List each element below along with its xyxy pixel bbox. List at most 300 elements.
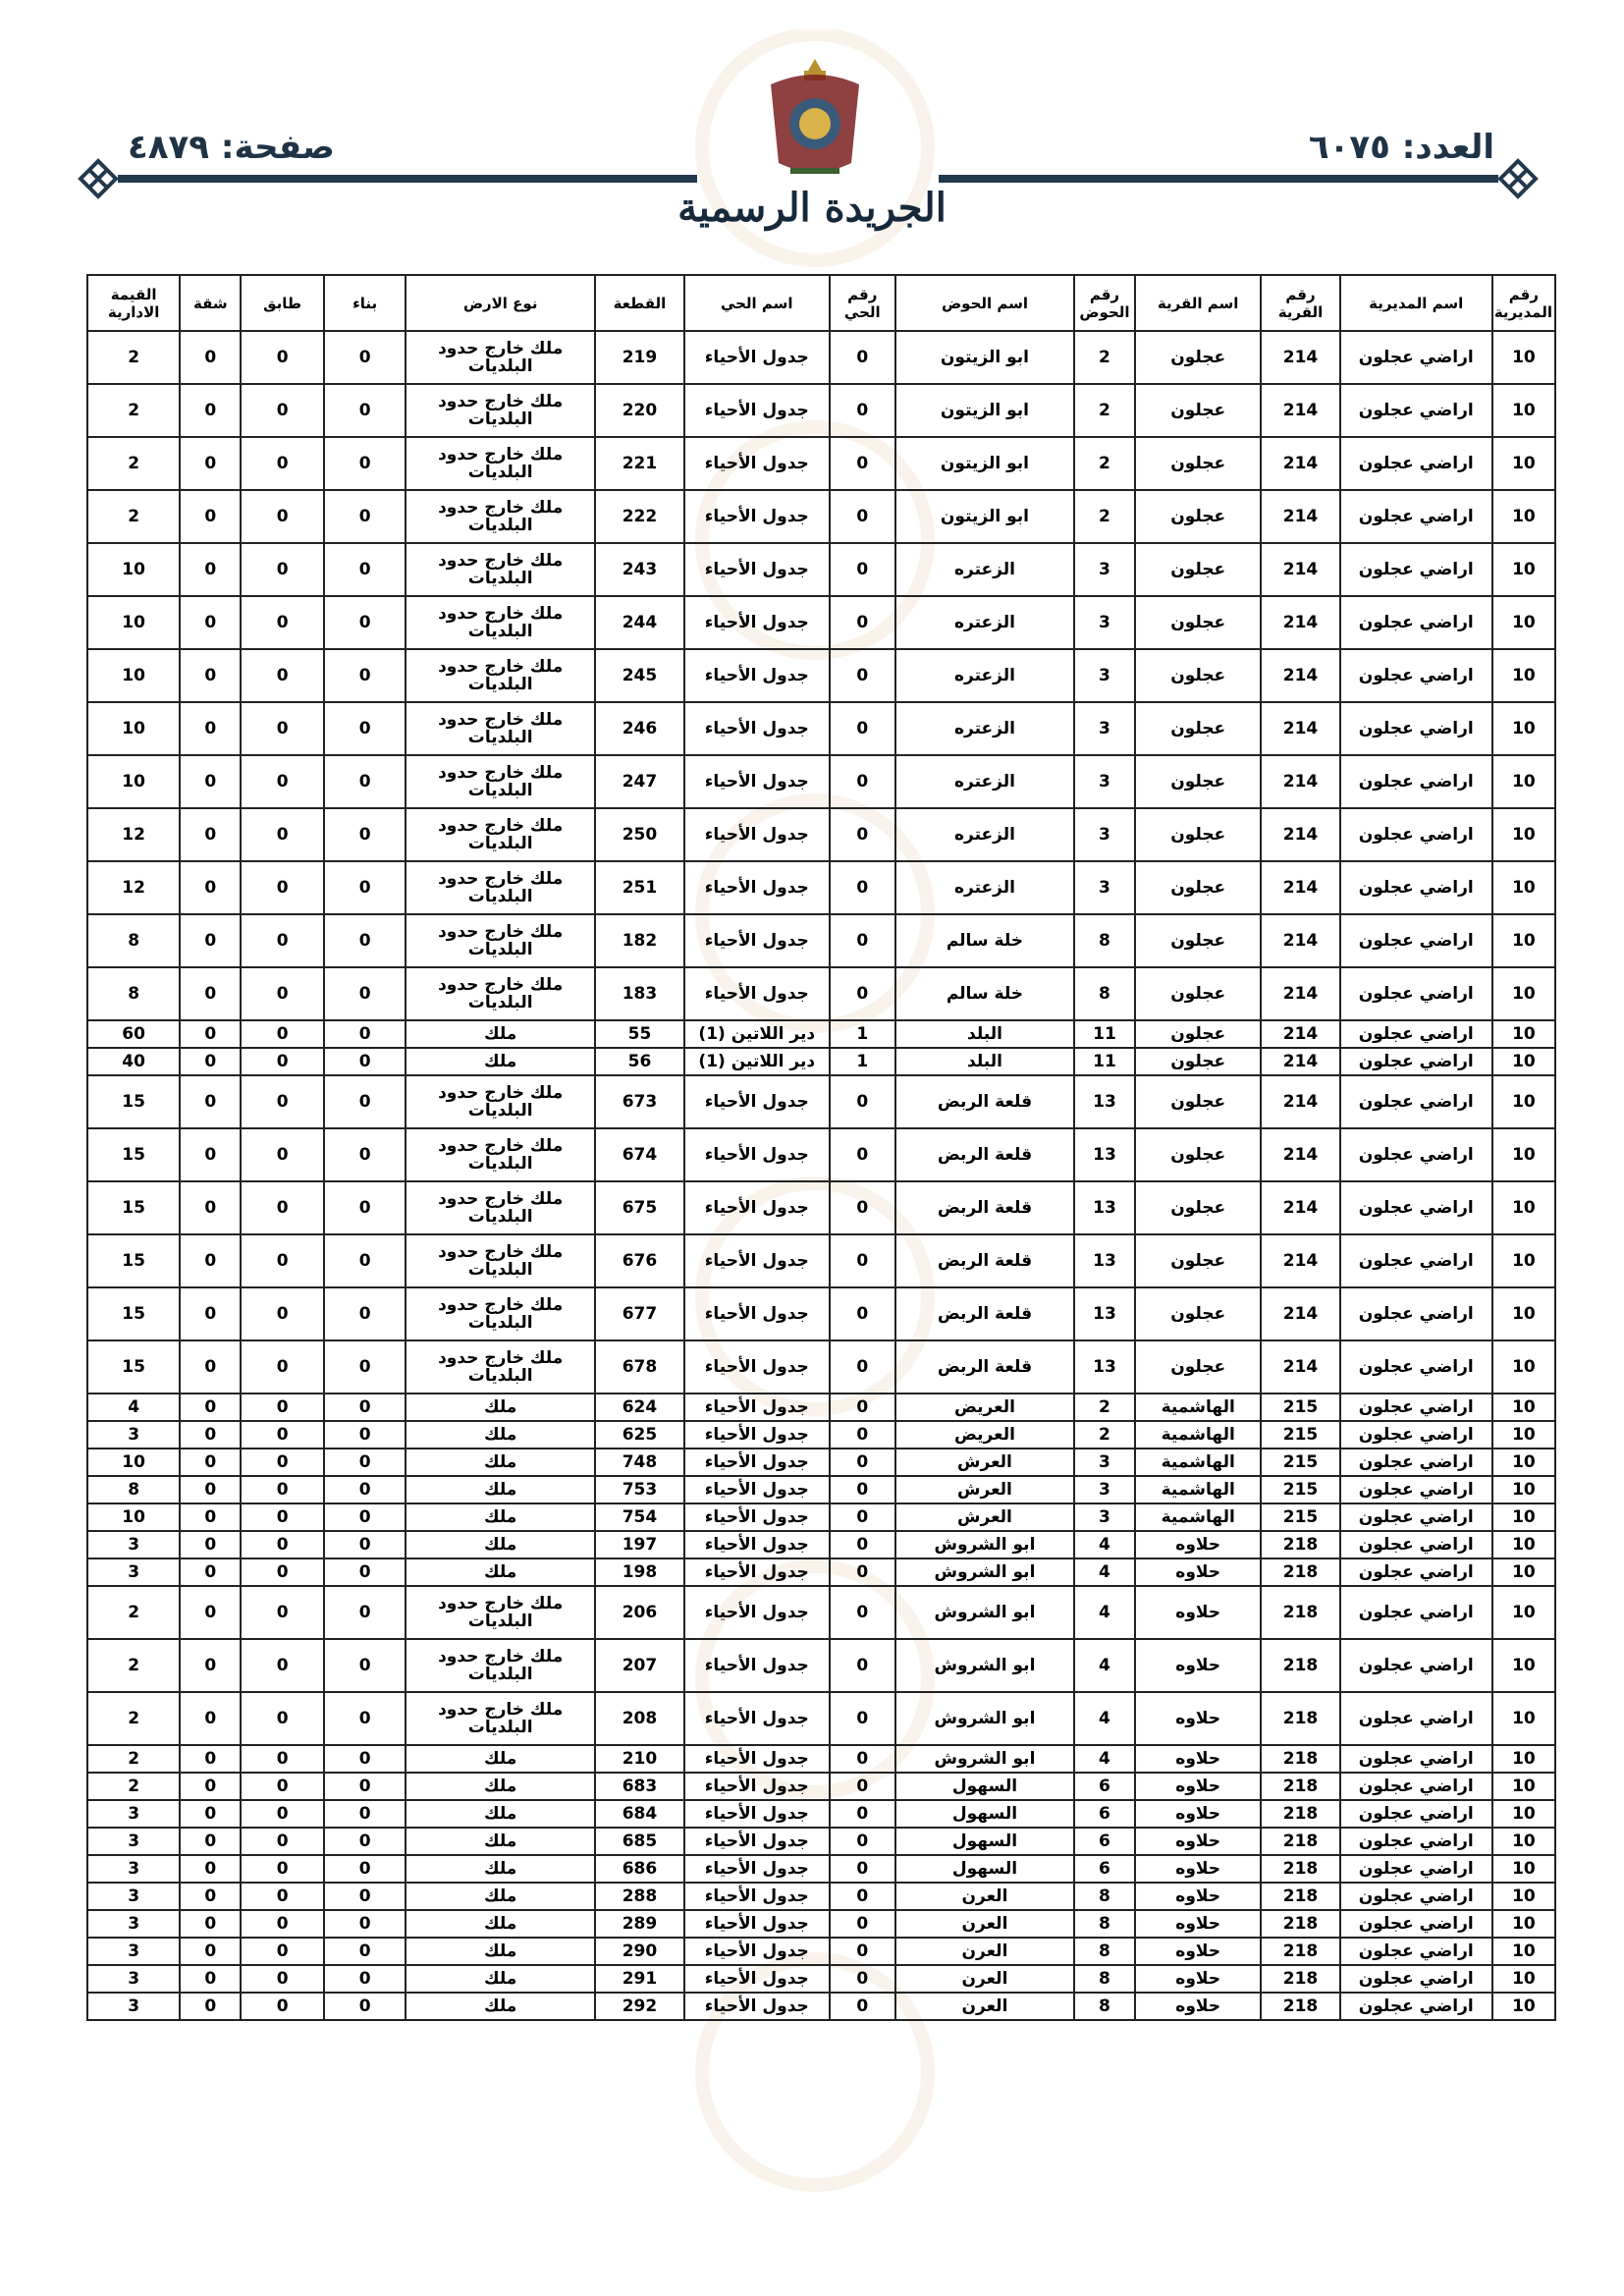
village-name-cell: حلاوه <box>1135 1855 1261 1883</box>
floor-cell: 0 <box>241 1828 324 1855</box>
district-name-cell: جدول الأحياء <box>684 1394 830 1421</box>
village-name-cell: حلاوه <box>1135 1938 1261 1965</box>
building-cell: 0 <box>324 1421 406 1449</box>
apartment-cell: 0 <box>180 1639 241 1692</box>
district-name-cell: جدول الأحياء <box>684 1910 830 1938</box>
directorate-number-cell: 10 <box>1492 384 1555 437</box>
directorate-name-cell: اراضي عجلون <box>1340 1340 1492 1394</box>
basin-name-cell: ابو الشروش <box>895 1586 1074 1639</box>
apartment-cell: 0 <box>180 1993 241 2020</box>
directorate-name-cell: اراضي عجلون <box>1340 1449 1492 1476</box>
parcel-number-cell: 625 <box>595 1421 684 1449</box>
administrative-value-cell: 10 <box>87 543 180 596</box>
basin-name-cell: قلعة الربض <box>895 1287 1074 1340</box>
village-name-cell: عجلون <box>1135 1234 1261 1287</box>
directorate-number-cell: 10 <box>1492 490 1555 543</box>
district-name-cell: جدول الأحياء <box>684 808 830 861</box>
district-name-cell: جدول الأحياء <box>684 1531 830 1558</box>
district-name-cell: جدول الأحياء <box>684 1476 830 1503</box>
floor-cell: 0 <box>241 1800 324 1828</box>
directorate-name-cell: اراضي عجلون <box>1340 967 1492 1020</box>
directorate-number-cell: 10 <box>1492 596 1555 649</box>
administrative-value-cell: 3 <box>87 1965 180 1993</box>
header-rule-left <box>118 175 697 183</box>
administrative-value-cell: 15 <box>87 1128 180 1181</box>
basin-name-cell: خلة سالم <box>895 914 1074 967</box>
village-number-cell: 218 <box>1261 1692 1339 1745</box>
directorate-name-cell: اراضي عجلون <box>1340 1883 1492 1910</box>
directorate-number-cell: 10 <box>1492 1048 1555 1075</box>
village-name-cell: عجلون <box>1135 1075 1261 1128</box>
village-name-cell: عجلون <box>1135 967 1261 1020</box>
directorate-number-cell: 10 <box>1492 1503 1555 1531</box>
directorate-number-cell: 10 <box>1492 1531 1555 1558</box>
basin-name-cell: الزعتره <box>895 649 1074 702</box>
basin-name-cell: السهول <box>895 1855 1074 1883</box>
directorate-number-cell: 10 <box>1492 1020 1555 1048</box>
administrative-value-cell: 2 <box>87 1639 180 1692</box>
village-name-cell: حلاوه <box>1135 1745 1261 1773</box>
basin-number-cell: 4 <box>1074 1531 1135 1558</box>
column-header: القطعة <box>595 275 684 331</box>
table-row <box>87 1449 1555 1476</box>
apartment-cell: 0 <box>180 1745 241 1773</box>
table-row <box>87 755 1555 808</box>
apartment-cell: 0 <box>180 1965 241 1993</box>
column-header: اسم المديرية <box>1340 275 1492 331</box>
directorate-name-cell: اراضي عجلون <box>1340 490 1492 543</box>
district-number-cell: 0 <box>830 1075 895 1128</box>
administrative-value-cell: 2 <box>87 1773 180 1800</box>
directorate-number-cell: 10 <box>1492 437 1555 490</box>
apartment-cell: 0 <box>180 755 241 808</box>
basin-name-cell: البلد <box>895 1048 1074 1075</box>
administrative-value-cell: 10 <box>87 702 180 755</box>
directorate-number-cell: 10 <box>1492 1287 1555 1340</box>
table-row <box>87 1531 1555 1558</box>
building-cell: 0 <box>324 1503 406 1531</box>
directorate-name-cell: اراضي عجلون <box>1340 1745 1492 1773</box>
parcel-number-cell: 210 <box>595 1745 684 1773</box>
district-number-cell: 0 <box>830 543 895 596</box>
administrative-value-cell: 8 <box>87 1476 180 1503</box>
district-name-cell: دير اللاتين (1) <box>684 1048 830 1075</box>
parcel-number-cell: 197 <box>595 1531 684 1558</box>
village-name-cell: عجلون <box>1135 1128 1261 1181</box>
district-number-cell: 0 <box>830 1394 895 1421</box>
village-number-cell: 218 <box>1261 1745 1339 1773</box>
directorate-number-cell: 10 <box>1492 1828 1555 1855</box>
district-name-cell: جدول الأحياء <box>684 1449 830 1476</box>
basin-name-cell: قلعة الربض <box>895 1340 1074 1394</box>
land-type-cell: ملك خارج حدود البلديات <box>406 1234 595 1287</box>
table-row <box>87 1234 1555 1287</box>
village-number-cell: 218 <box>1261 1639 1339 1692</box>
table-row <box>87 1128 1555 1181</box>
district-number-cell: 0 <box>830 1773 895 1800</box>
parcel-number-cell: 208 <box>595 1692 684 1745</box>
parcel-number-cell: 206 <box>595 1586 684 1639</box>
district-name-cell: جدول الأحياء <box>684 1745 830 1773</box>
basin-name-cell: العريض <box>895 1421 1074 1449</box>
land-type-cell: ملك خارج حدود البلديات <box>406 1692 595 1745</box>
apartment-cell: 0 <box>180 596 241 649</box>
building-cell: 0 <box>324 1692 406 1745</box>
district-number-cell: 0 <box>830 1287 895 1340</box>
district-name-cell: جدول الأحياء <box>684 543 830 596</box>
village-number-cell: 215 <box>1261 1394 1339 1421</box>
village-name-cell: حلاوه <box>1135 1558 1261 1586</box>
directorate-name-cell: اراضي عجلون <box>1340 1773 1492 1800</box>
land-type-cell: ملك <box>406 1449 595 1476</box>
apartment-cell: 0 <box>180 649 241 702</box>
village-number-cell: 218 <box>1261 1993 1339 2020</box>
building-cell: 0 <box>324 596 406 649</box>
building-cell: 0 <box>324 755 406 808</box>
floor-cell: 0 <box>241 437 324 490</box>
directorate-name-cell: اراضي عجلون <box>1340 1639 1492 1692</box>
basin-number-cell: 4 <box>1074 1692 1135 1745</box>
district-name-cell: جدول الأحياء <box>684 1639 830 1692</box>
table-row <box>87 1965 1555 1993</box>
district-name-cell: جدول الأحياء <box>684 1558 830 1586</box>
parcel-number-cell: 678 <box>595 1340 684 1394</box>
basin-number-cell: 2 <box>1074 384 1135 437</box>
parcel-number-cell: 674 <box>595 1128 684 1181</box>
village-number-cell: 214 <box>1261 967 1339 1020</box>
land-type-cell: ملك <box>406 1883 595 1910</box>
building-cell: 0 <box>324 1234 406 1287</box>
land-type-cell: ملك <box>406 1503 595 1531</box>
table-row <box>87 331 1555 384</box>
directorate-name-cell: اراضي عجلون <box>1340 1128 1492 1181</box>
apartment-cell: 0 <box>180 1421 241 1449</box>
floor-cell: 0 <box>241 1048 324 1075</box>
floor-cell: 0 <box>241 1855 324 1883</box>
floor-cell: 0 <box>241 1234 324 1287</box>
district-number-cell: 0 <box>830 1476 895 1503</box>
directorate-name-cell: اراضي عجلون <box>1340 1692 1492 1745</box>
district-name-cell: جدول الأحياء <box>684 1965 830 1993</box>
building-cell: 0 <box>324 1586 406 1639</box>
basin-name-cell: الزعتره <box>895 861 1074 914</box>
village-name-cell: الهاشمية <box>1135 1421 1261 1449</box>
basin-number-cell: 13 <box>1074 1287 1135 1340</box>
floor-cell: 0 <box>241 1020 324 1048</box>
apartment-cell: 0 <box>180 1531 241 1558</box>
directorate-name-cell: اراضي عجلون <box>1340 1421 1492 1449</box>
building-cell: 0 <box>324 1449 406 1476</box>
coat-of-arms-icon <box>761 55 869 183</box>
directorate-name-cell: اراضي عجلون <box>1340 1938 1492 1965</box>
administrative-value-cell: 10 <box>87 596 180 649</box>
village-number-cell: 218 <box>1261 1558 1339 1586</box>
directorate-number-cell: 10 <box>1492 914 1555 967</box>
table-row <box>87 384 1555 437</box>
gazette-title: الجريدة الرسمية <box>677 185 947 231</box>
village-number-cell: 214 <box>1261 1075 1339 1128</box>
district-number-cell: 0 <box>830 1503 895 1531</box>
floor-cell: 0 <box>241 331 324 384</box>
district-number-cell: 0 <box>830 1883 895 1910</box>
land-type-cell: ملك خارج حدود البلديات <box>406 596 595 649</box>
district-number-cell: 0 <box>830 1692 895 1745</box>
apartment-cell: 0 <box>180 1340 241 1394</box>
district-name-cell: جدول الأحياء <box>684 384 830 437</box>
building-cell: 0 <box>324 808 406 861</box>
village-number-cell: 214 <box>1261 1048 1339 1075</box>
administrative-value-cell: 3 <box>87 1531 180 1558</box>
village-number-cell: 218 <box>1261 1855 1339 1883</box>
floor-cell: 0 <box>241 1476 324 1503</box>
district-number-cell: 0 <box>830 1910 895 1938</box>
administrative-value-cell: 8 <box>87 967 180 1020</box>
table-row <box>87 1394 1555 1421</box>
column-header: القيمة الادارية <box>87 275 180 331</box>
district-name-cell: جدول الأحياء <box>684 702 830 755</box>
basin-number-cell: 8 <box>1074 1965 1135 1993</box>
table-row <box>87 1883 1555 1910</box>
table-row <box>87 1586 1555 1639</box>
parcel-number-cell: 676 <box>595 1234 684 1287</box>
village-name-cell: عجلون <box>1135 331 1261 384</box>
building-cell: 0 <box>324 1855 406 1883</box>
building-cell: 0 <box>324 1883 406 1910</box>
basin-name-cell: الزعتره <box>895 755 1074 808</box>
directorate-number-cell: 10 <box>1492 649 1555 702</box>
directorate-number-cell: 10 <box>1492 967 1555 1020</box>
administrative-value-cell: 8 <box>87 914 180 967</box>
land-type-cell: ملك خارج حدود البلديات <box>406 384 595 437</box>
parcel-number-cell: 291 <box>595 1965 684 1993</box>
column-header: بناء <box>324 275 406 331</box>
basin-number-cell: 3 <box>1074 596 1135 649</box>
directorate-name-cell: اراضي عجلون <box>1340 808 1492 861</box>
administrative-value-cell: 15 <box>87 1075 180 1128</box>
district-number-cell: 0 <box>830 808 895 861</box>
directorate-number-cell: 10 <box>1492 1639 1555 1692</box>
parcel-number-cell: 754 <box>595 1503 684 1531</box>
district-name-cell: جدول الأحياء <box>684 437 830 490</box>
village-number-cell: 218 <box>1261 1965 1339 1993</box>
district-number-cell: 0 <box>830 1938 895 1965</box>
basin-number-cell: 13 <box>1074 1128 1135 1181</box>
village-number-cell: 214 <box>1261 1128 1339 1181</box>
table-row <box>87 1828 1555 1855</box>
district-number-cell: 0 <box>830 1800 895 1828</box>
column-header: شقة <box>180 275 241 331</box>
village-name-cell: حلاوه <box>1135 1639 1261 1692</box>
directorate-number-cell: 10 <box>1492 543 1555 596</box>
district-number-cell: 0 <box>830 1586 895 1639</box>
basin-name-cell: العرن <box>895 1910 1074 1938</box>
village-name-cell: عجلون <box>1135 1048 1261 1075</box>
land-type-cell: ملك <box>406 1773 595 1800</box>
village-number-cell: 214 <box>1261 702 1339 755</box>
district-number-cell: 0 <box>830 1181 895 1234</box>
building-cell: 0 <box>324 914 406 967</box>
apartment-cell: 0 <box>180 861 241 914</box>
floor-cell: 0 <box>241 649 324 702</box>
parcel-number-cell: 677 <box>595 1287 684 1340</box>
land-type-cell: ملك خارج حدود البلديات <box>406 1586 595 1639</box>
table-row <box>87 1048 1555 1075</box>
village-number-cell: 218 <box>1261 1938 1339 1965</box>
apartment-cell: 0 <box>180 1020 241 1048</box>
parcel-number-cell: 245 <box>595 649 684 702</box>
floor-cell: 0 <box>241 1531 324 1558</box>
land-type-cell: ملك خارج حدود البلديات <box>406 543 595 596</box>
table-row <box>87 437 1555 490</box>
directorate-name-cell: اراضي عجلون <box>1340 1181 1492 1234</box>
village-name-cell: عجلون <box>1135 596 1261 649</box>
directorate-name-cell: اراضي عجلون <box>1340 1800 1492 1828</box>
land-type-cell: ملك <box>406 1421 595 1449</box>
building-cell: 0 <box>324 331 406 384</box>
parcel-number-cell: 198 <box>595 1558 684 1586</box>
floor-cell: 0 <box>241 1421 324 1449</box>
basin-name-cell: العرش <box>895 1449 1074 1476</box>
column-header: طابق <box>241 275 324 331</box>
village-name-cell: حلاوه <box>1135 1800 1261 1828</box>
village-number-cell: 218 <box>1261 1910 1339 1938</box>
land-type-cell: ملك خارج حدود البلديات <box>406 861 595 914</box>
village-name-cell: حلاوه <box>1135 1692 1261 1745</box>
basin-name-cell: السهول <box>895 1828 1074 1855</box>
village-number-cell: 214 <box>1261 384 1339 437</box>
administrative-value-cell: 3 <box>87 1421 180 1449</box>
district-number-cell: 0 <box>830 967 895 1020</box>
village-name-cell: عجلون <box>1135 808 1261 861</box>
floor-cell: 0 <box>241 1075 324 1128</box>
floor-cell: 0 <box>241 1586 324 1639</box>
village-number-cell: 215 <box>1261 1503 1339 1531</box>
directorate-number-cell: 10 <box>1492 1421 1555 1449</box>
parcel-number-cell: 624 <box>595 1394 684 1421</box>
village-name-cell: الهاشمية <box>1135 1394 1261 1421</box>
district-number-cell: 0 <box>830 1828 895 1855</box>
apartment-cell: 0 <box>180 1181 241 1234</box>
village-name-cell: حلاوه <box>1135 1586 1261 1639</box>
floor-cell: 0 <box>241 543 324 596</box>
floor-cell: 0 <box>241 1181 324 1234</box>
administrative-value-cell: 12 <box>87 808 180 861</box>
basin-number-cell: 13 <box>1074 1234 1135 1287</box>
column-header: رقم الحي <box>830 275 895 331</box>
table-row <box>87 596 1555 649</box>
village-number-cell: 214 <box>1261 331 1339 384</box>
basin-number-cell: 6 <box>1074 1800 1135 1828</box>
land-type-cell: ملك خارج حدود البلديات <box>406 914 595 967</box>
land-type-cell: ملك خارج حدود البلديات <box>406 331 595 384</box>
basin-number-cell: 6 <box>1074 1828 1135 1855</box>
land-type-cell: ملك <box>406 1020 595 1048</box>
directorate-name-cell: اراضي عجلون <box>1340 1531 1492 1558</box>
directorate-number-cell: 10 <box>1492 1586 1555 1639</box>
land-type-cell: ملك خارج حدود البلديات <box>406 1075 595 1128</box>
administrative-value-cell: 15 <box>87 1340 180 1394</box>
land-type-cell: ملك <box>406 1828 595 1855</box>
district-name-cell: جدول الأحياء <box>684 331 830 384</box>
column-header: رقم القرية <box>1261 275 1339 331</box>
district-name-cell: جدول الأحياء <box>684 1181 830 1234</box>
directorate-number-cell: 10 <box>1492 1234 1555 1287</box>
directorate-name-cell: اراضي عجلون <box>1340 437 1492 490</box>
village-number-cell: 214 <box>1261 490 1339 543</box>
building-cell: 0 <box>324 1800 406 1828</box>
district-name-cell: جدول الأحياء <box>684 1993 830 2020</box>
village-name-cell: حلاوه <box>1135 1773 1261 1800</box>
parcel-number-cell: 251 <box>595 861 684 914</box>
table-row <box>87 1745 1555 1773</box>
basin-name-cell: ابو الشروش <box>895 1531 1074 1558</box>
land-type-cell: ملك خارج حدود البلديات <box>406 1128 595 1181</box>
land-type-cell: ملك خارج حدود البلديات <box>406 702 595 755</box>
table-row <box>87 543 1555 596</box>
page-header <box>0 0 1624 255</box>
village-name-cell: حلاوه <box>1135 1910 1261 1938</box>
administrative-value-cell: 15 <box>87 1287 180 1340</box>
floor-cell: 0 <box>241 755 324 808</box>
administrative-value-cell: 3 <box>87 1828 180 1855</box>
building-cell: 0 <box>324 1020 406 1048</box>
basin-name-cell: ابو الشروش <box>895 1745 1074 1773</box>
table-row <box>87 914 1555 967</box>
district-number-cell: 0 <box>830 1855 895 1883</box>
district-name-cell: جدول الأحياء <box>684 1421 830 1449</box>
directorate-name-cell: اراضي عجلون <box>1340 1048 1492 1075</box>
district-number-cell: 0 <box>830 596 895 649</box>
basin-number-cell: 13 <box>1074 1181 1135 1234</box>
district-name-cell: جدول الأحياء <box>684 755 830 808</box>
basin-name-cell: ابو الشروش <box>895 1558 1074 1586</box>
basin-number-cell: 3 <box>1074 1503 1135 1531</box>
district-name-cell: جدول الأحياء <box>684 1828 830 1855</box>
basin-name-cell: خلة سالم <box>895 967 1074 1020</box>
issue-number: العدد: ٦٠٧٥ <box>1308 128 1494 167</box>
building-cell: 0 <box>324 649 406 702</box>
apartment-cell: 0 <box>180 1828 241 1855</box>
village-number-cell: 214 <box>1261 543 1339 596</box>
parcel-number-cell: 183 <box>595 967 684 1020</box>
building-cell: 0 <box>324 1075 406 1128</box>
administrative-value-cell: 3 <box>87 1910 180 1938</box>
building-cell: 0 <box>324 1910 406 1938</box>
administrative-value-cell: 2 <box>87 1745 180 1773</box>
administrative-value-cell: 15 <box>87 1181 180 1234</box>
parcel-number-cell: 685 <box>595 1828 684 1855</box>
district-name-cell: جدول الأحياء <box>684 1586 830 1639</box>
floor-cell: 0 <box>241 1965 324 1993</box>
apartment-cell: 0 <box>180 1234 241 1287</box>
village-name-cell: عجلون <box>1135 384 1261 437</box>
directorate-name-cell: اراضي عجلون <box>1340 1234 1492 1287</box>
building-cell: 0 <box>324 384 406 437</box>
apartment-cell: 0 <box>180 914 241 967</box>
building-cell: 0 <box>324 1773 406 1800</box>
basin-number-cell: 3 <box>1074 1449 1135 1476</box>
district-number-cell: 0 <box>830 1993 895 2020</box>
land-type-cell: ملك <box>406 1993 595 2020</box>
building-cell: 0 <box>324 1394 406 1421</box>
floor-cell: 0 <box>241 1503 324 1531</box>
administrative-value-cell: 3 <box>87 1993 180 2020</box>
floor-cell: 0 <box>241 596 324 649</box>
administrative-value-cell: 2 <box>87 1692 180 1745</box>
basin-name-cell: العرن <box>895 1993 1074 2020</box>
land-type-cell: ملك <box>406 1476 595 1503</box>
administrative-value-cell: 4 <box>87 1394 180 1421</box>
